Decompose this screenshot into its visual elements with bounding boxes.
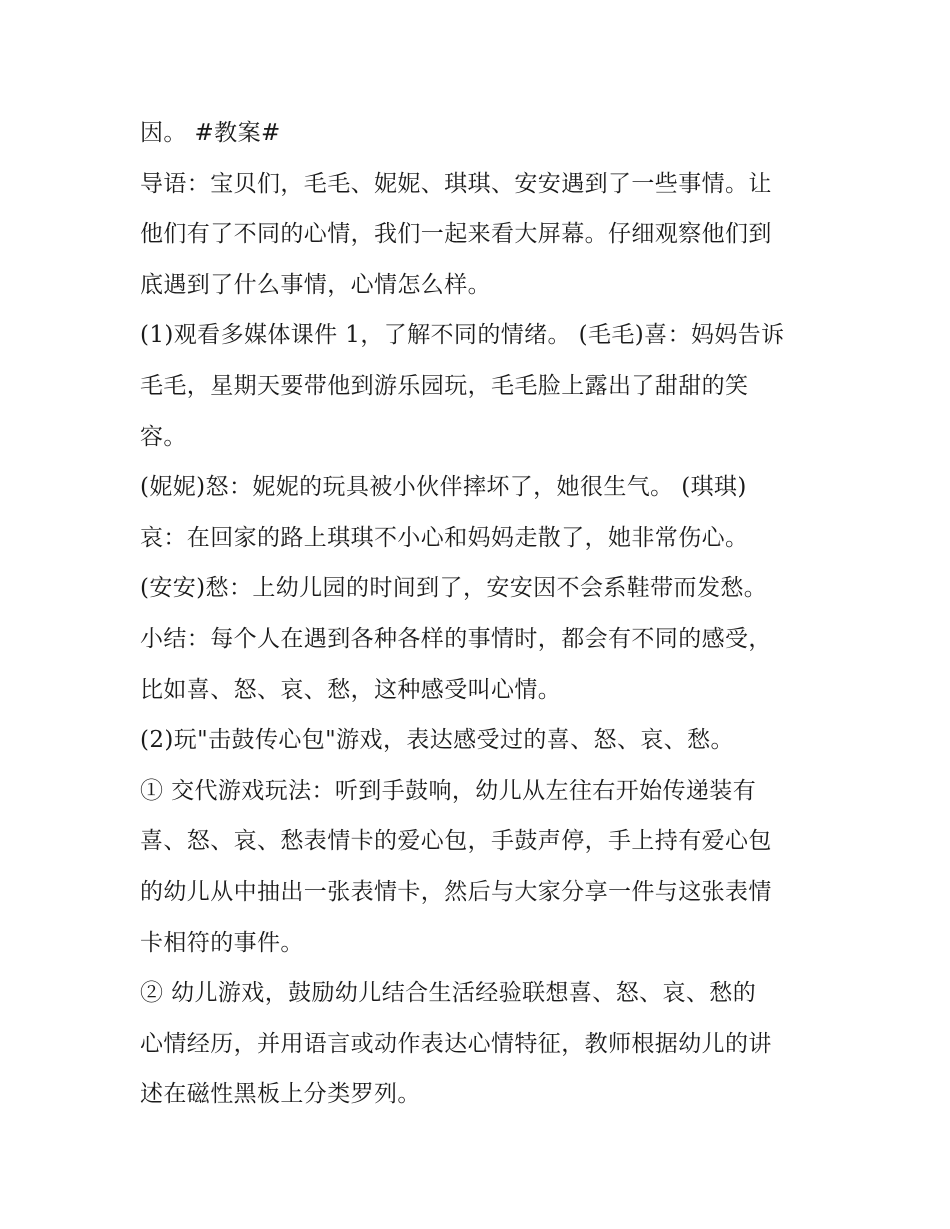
text-line: 因。 #教案# <box>140 120 281 146</box>
text-line: 心情经历，并用语言或动作表达心情特征，教师根据幼儿的讲 <box>140 1030 772 1057</box>
text-line: 比如喜、怒、哀、愁，这种感受叫心情。 <box>140 676 562 703</box>
text-line: 导语：宝贝们，毛毛、妮妮、琪琪、安安遇到了一些事情。让 <box>140 170 772 197</box>
text-line: 的幼儿从中抽出一张表情卡，然后与大家分享一件与这张表情 <box>140 878 772 905</box>
text-line: 卡相符的事件。 <box>140 929 304 956</box>
text-line: 毛毛，星期天要带他到游乐园玩，毛毛脸上露出了甜甜的笑 <box>140 372 749 399</box>
document-page <box>140 108 820 1120</box>
text-line: 喜、怒、哀、愁表情卡的爱心包，手鼓声停，手上持有爱心包 <box>140 828 772 855</box>
text-line: (安安)愁：上幼儿园的时间到了，安安因不会系鞋带而发愁。 <box>140 575 768 602</box>
text-line: 他们有了不同的心情，我们一起来看大屏幕。仔细观察他们到 <box>140 221 772 248</box>
text-line: 底遇到了什么事情，心情怎么样。 <box>140 271 491 298</box>
text-line: (1)观看多媒体课件 1，了解不同的情绪。 (毛毛)喜：妈妈告诉 <box>140 322 785 349</box>
text-line: (2)玩"击鼓传心包"游戏，表达感受过的喜、怒、哀、愁。 <box>140 727 734 754</box>
text-line: 哀：在回家的路上琪琪不小心和妈妈走散了，她非常伤心。 <box>140 524 749 551</box>
text-line: ② 幼儿游戏，鼓励幼儿结合生活经验联想喜、怒、哀、愁的 <box>140 980 757 1007</box>
text-line: 容。 <box>140 423 187 450</box>
text-line: (妮妮)怒：妮妮的玩具被小伙伴摔坏了，她很生气。 (琪琪) <box>140 474 747 501</box>
text-line: 述在磁性黑板上分类罗列。 <box>140 1081 421 1108</box>
text-line: 小结：每个人在遇到各种各样的事情时，都会有不同的感受， <box>140 625 772 652</box>
text-line: ① 交代游戏玩法：听到手鼓响，幼儿从左往右开始传递装有 <box>140 777 757 804</box>
